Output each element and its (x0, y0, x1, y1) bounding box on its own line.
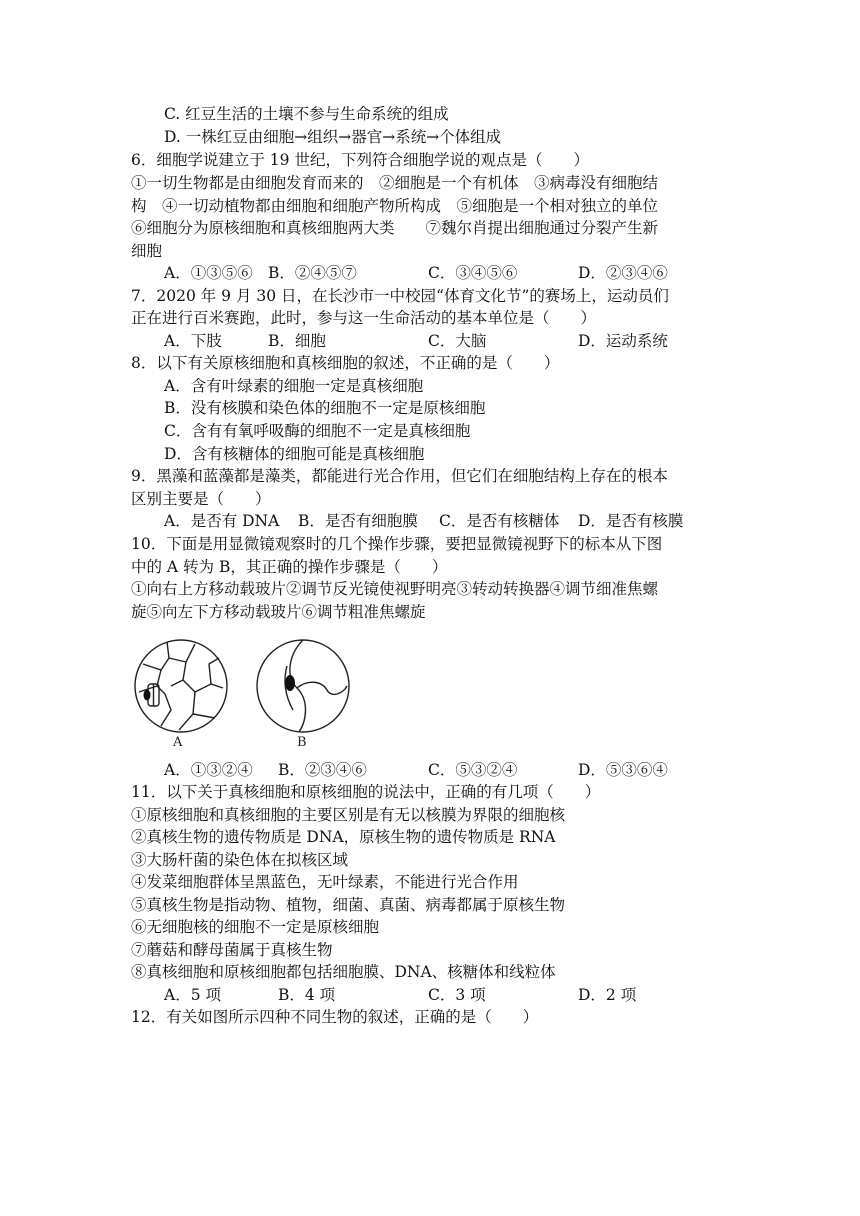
q8-option-b: B．没有核膜和染色体的细胞不一定是原核细胞 (164, 399, 486, 417)
q8-stem: 8．以下有关原核细胞和真核细胞的叙述，不正确的是（ ） (131, 354, 560, 372)
q6-statement-line: 构 ④一切动植物都由细胞和细胞产物所构成 ⑤细胞是一个相对独立的单位 (131, 197, 659, 215)
q8-option-c: C．含有有氧呼吸酶的细胞不一定是真核细胞 (164, 422, 471, 440)
q9-stem: 9．黑藻和蓝藻都是藻类，都能进行光合作用，但它们在细胞结构上存在的根本 (131, 467, 668, 485)
q9-option-c: C．是否有核糖体 (439, 512, 560, 530)
q7-option-d: D．运动系统 (578, 332, 668, 350)
q5-option-c: C. 红豆生活的土壤不参与生命系统的组成 (164, 105, 449, 123)
q11-statement-6: ⑥无细胞核的细胞不一定是原核细胞 (131, 918, 380, 936)
q11-statement-4: ④发菜细胞群体呈黑蓝色，无叶绿素，不能进行光合作用 (131, 873, 519, 891)
q10-option-b: B．②③④⑥ (278, 761, 367, 779)
q7-options (164, 330, 724, 352)
q7-stem: 7．2020 年 9 月 30 日，在长沙市一中校园“体育文化节”的赛场上，运动员们 (131, 287, 669, 305)
q8-option-d: D．含有核糖体的细胞可能是真核细胞 (164, 445, 425, 463)
q12-stem: 12．有关如图所示四种不同生物的叙述，正确的是（ ） (131, 1008, 539, 1026)
q10-stem: 10．下面是用显微镜观察时的几个操作步骤，要把显微镜视野下的标本从下图 (131, 535, 663, 553)
q9-option-b: B．是否有细胞膜 (298, 512, 418, 530)
q6-option-b: B．②④⑤⑦ (268, 264, 357, 282)
q6-statement-line: 细胞 (131, 242, 163, 260)
q6-stem: 6．细胞学说建立于 19 世纪，下列符合细胞学说的观点是（ ） (131, 151, 589, 169)
field-b-nucleus (285, 675, 295, 691)
field-a-nucleus (144, 690, 151, 701)
field-a (135, 640, 227, 732)
q10-options (164, 759, 724, 781)
q11-option-d: D．2 项 (578, 986, 637, 1004)
q11-statement-5: ⑤真核生物是指动物、植物，细菌、真菌、病毒都属于原核生物 (131, 896, 566, 914)
microscope-fields-illustration (131, 636, 361, 756)
q6-option-d: D．②③④⑥ (578, 264, 668, 282)
q9-options (164, 510, 724, 532)
q11-options (164, 984, 724, 1006)
q11-statement-3: ③大肠杆菌的染色体在拟核区域 (131, 851, 349, 869)
q11-statement-7: ⑦蘑菇和酵母菌属于真核生物 (131, 941, 333, 959)
q7-stem-cont: 正在进行百米赛跑，此时，参与这一生命活动的基本单位是（ ） (131, 309, 597, 327)
q6-statement-line: ⑥细胞分为原核细胞和真核细胞两大类 ⑦魏尔肖提出细胞通过分裂产生新 (131, 219, 659, 237)
q10-steps-line: 旋⑤向左下方移动载玻片⑥调节粗准焦螺旋 (131, 603, 426, 621)
q11-statement-8: ⑧真核细胞和原核细胞都包括细胞膜、DNA、核糖体和线粒体 (131, 963, 556, 981)
q6-statement-line: ①一切生物都是由细胞发育而来的 ②细胞是一个有机体 ③病毒没有细胞结 (131, 174, 659, 192)
q11-statement-2: ②真核生物的遗传物质是 DNA，原核生物的遗传物质是 RNA (131, 828, 556, 846)
q5-option-d: D. 一株红豆由细胞→组织→器官→系统→个体组成 (164, 128, 502, 146)
q11-option-c: C．3 项 (428, 986, 486, 1004)
field-b-label: B (297, 735, 307, 750)
q9-option-a: A．是否有 DNA (164, 512, 280, 530)
q6-options (164, 262, 724, 284)
q10-option-d: D．⑤③⑥④ (578, 761, 668, 779)
q10-stem-cont: 中的 A 转为 B，其正确的操作步骤是（ ） (131, 558, 448, 576)
field-a-label: A (173, 735, 183, 750)
q11-option-a: A．5 项 (164, 986, 221, 1004)
q10-steps-line: ①向右上方移动载玻片②调节反光镜使视野明亮③转动转换器④调节细准焦螺 (131, 580, 659, 598)
q10-option-a: A．①③②④ (164, 761, 253, 779)
q11-option-b: B．4 项 (278, 986, 336, 1004)
microscope-figure (131, 636, 361, 756)
q7-option-b: B．细胞 (268, 332, 326, 350)
q10-option-c: C．⑤③②④ (428, 761, 518, 779)
q11-statement-1: ①原核细胞和真核细胞的主要区别是有无以核膜为界限的细胞核 (131, 806, 566, 824)
q7-option-c: C．大脑 (428, 332, 487, 350)
q11-stem: 11．以下关于真核细胞和原核细胞的说法中，正确的有几项（ ） (131, 783, 601, 801)
q8-option-a: A．含有叶绿素的细胞一定是真核细胞 (164, 377, 424, 395)
field-b (257, 640, 349, 732)
q9-stem-cont: 区别主要是（ ） (131, 490, 271, 508)
q6-option-c: C．③④⑤⑥ (428, 264, 518, 282)
q7-option-a: A．下肢 (164, 332, 222, 350)
q9-option-d: D．是否有核膜 (578, 512, 684, 530)
q6-option-a: A．①③⑤⑥ (164, 264, 253, 282)
